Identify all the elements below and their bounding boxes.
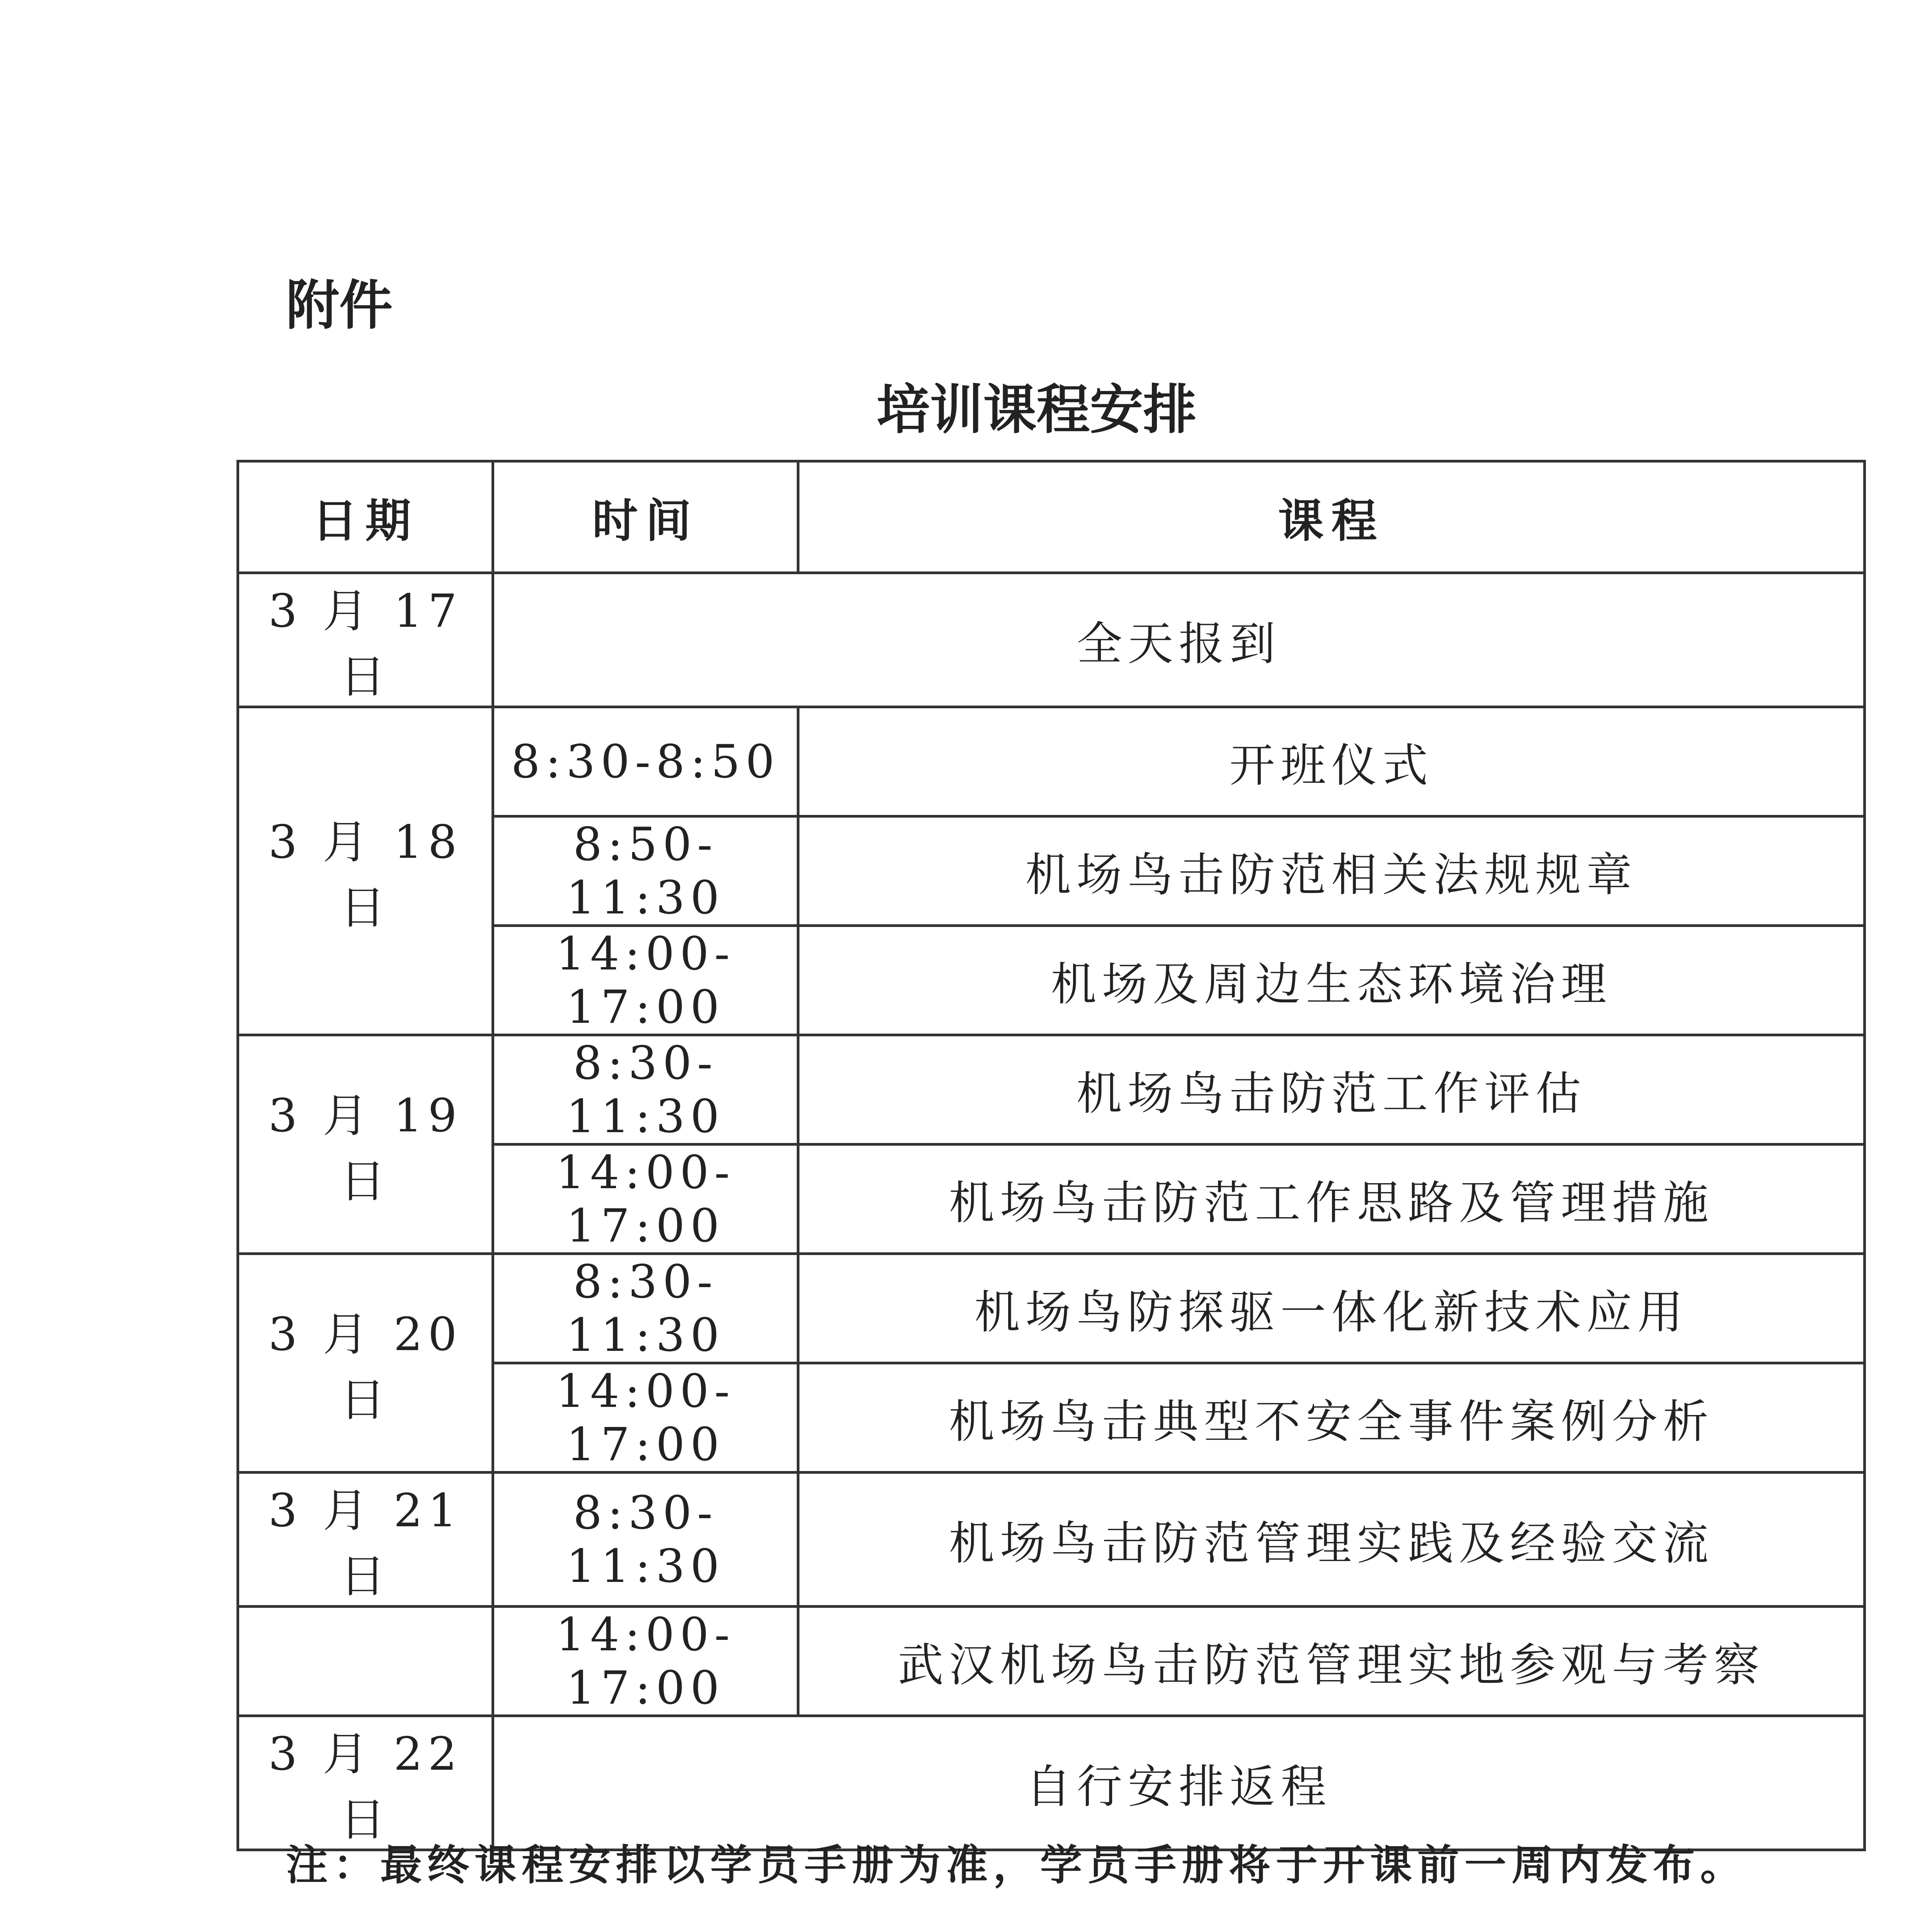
header-date: 日期 — [238, 461, 493, 573]
course-cell: 机场鸟防探驱一体化新技术应用 — [798, 1254, 1865, 1363]
course-cell: 武汉机场鸟击防范管理实地参观与考察 — [798, 1607, 1865, 1716]
time-cell: 8:30-11:30 — [493, 1254, 798, 1363]
date-cell: 3 月 21 日 — [238, 1473, 493, 1607]
time-cell: 8:30-8:50 — [493, 707, 798, 816]
date-cell — [238, 1607, 493, 1716]
course-cell: 机场鸟击防范管理实践及经验交流 — [798, 1473, 1865, 1607]
time-cell: 14:00-17:00 — [493, 1607, 798, 1716]
footnote: 注：最终课程安排以学员手册为准，学员手册将于开课前一周内发布。 — [286, 1841, 1748, 1889]
time-cell: 8:30-11:30 — [493, 1473, 798, 1607]
page-title: 培训课程安排 — [876, 379, 1197, 441]
table-row — [238, 1473, 1865, 1607]
table-row — [238, 707, 1865, 816]
header-time: 时间 — [493, 461, 798, 573]
schedule-table — [236, 460, 1866, 1851]
date-cell: 3 月 19 日 — [238, 1035, 493, 1254]
time-cell: 14:00-17:00 — [493, 1145, 798, 1254]
time-cell: 14:00-17:00 — [493, 926, 798, 1035]
header-course: 课程 — [798, 461, 1865, 573]
attachment-label: 附件 — [286, 274, 393, 337]
course-cell: 机场及周边生态环境治理 — [798, 926, 1865, 1035]
course-cell: 开班仪式 — [798, 707, 1865, 816]
date-cell: 3 月 17 日 — [238, 573, 493, 707]
course-cell: 机场鸟击防范工作评估 — [798, 1035, 1865, 1145]
date-cell: 3 月 22 日 — [238, 1716, 493, 1850]
table-row — [238, 573, 1865, 707]
course-cell: 全天报到 — [493, 573, 1865, 707]
table-row — [238, 1035, 1865, 1145]
time-cell: 14:00-17:00 — [493, 1363, 798, 1473]
course-cell: 机场鸟击防范相关法规规章 — [798, 816, 1865, 926]
table-row — [238, 1254, 1865, 1363]
table-row — [238, 1607, 1865, 1716]
time-cell: 8:50-11:30 — [493, 816, 798, 926]
course-cell: 机场鸟击防范工作思路及管理措施 — [798, 1145, 1865, 1254]
table-header-row — [238, 461, 1865, 573]
time-cell: 8:30-11:30 — [493, 1035, 798, 1145]
course-cell: 机场鸟击典型不安全事件案例分析 — [798, 1363, 1865, 1473]
date-cell: 3 月 20 日 — [238, 1254, 493, 1473]
date-cell: 3 月 18 日 — [238, 707, 493, 1035]
table-row — [238, 1716, 1865, 1850]
course-cell: 自行安排返程 — [493, 1716, 1865, 1850]
